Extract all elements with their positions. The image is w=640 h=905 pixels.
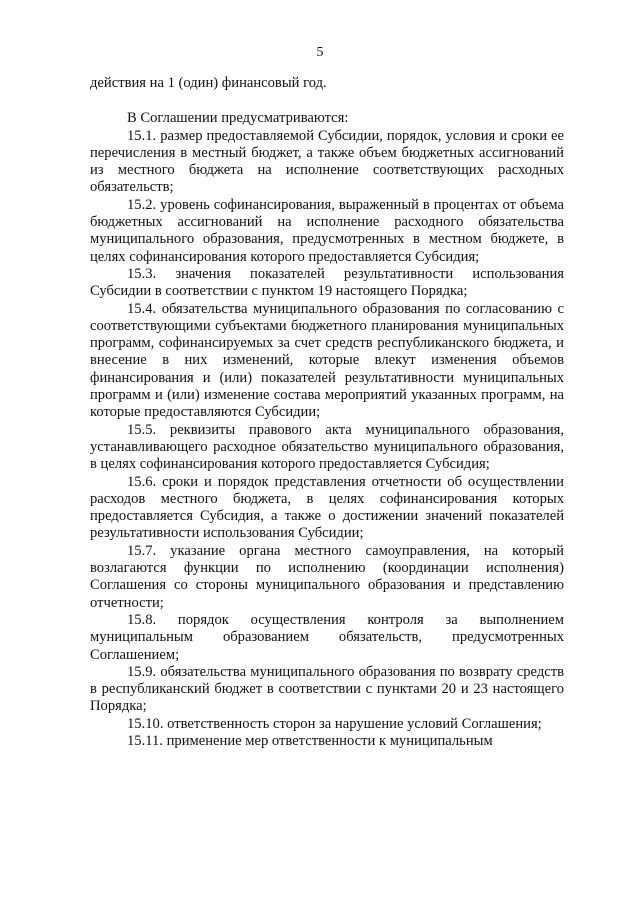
clause-15-8: 15.8. порядок осуществления контроля за выполнением муниципальным образованием обязательств, предусмотренных Соглашением; — [90, 611, 564, 663]
clause-15-5: 15.5. реквизиты правового акта муниципального образования, устанавливающего расходное обязательство муниципального образования, в целях софинансирования которого предоставляется Субсидия; — [90, 421, 564, 473]
intro-paragraph: В Соглашении предусматриваются: — [127, 110, 349, 127]
clause-15-1: 15.1. размер предоставляемой Субсидии, порядок, условия и сроки ее перечисления в местный бюджет, а также объем бюджетных ассигнований из местного бюджета на исполнение соответствующих расходных обязательств; — [90, 127, 564, 196]
document-body — [90, 75, 564, 750]
continuation-paragraph: действия на 1 (один) финансовый год. — [90, 75, 327, 91]
clause-15-9: 15.9. обязательства муниципального образования по возврату средств в республиканский бюджет в соответствии с пунктами 20 и 23 настоящего Порядка; — [90, 663, 564, 715]
clause-15-2: 15.2. уровень софинансирования, выраженный в процентах от объема бюджетных ассигнований на исполнение расходного обязательства муниципального образования, предусмотренных в местном бюджете, в целях софинансирования которого предоставляется Субсидия; — [90, 196, 564, 265]
clause-15-4: 15.4. обязательства муниципального образования по согласованию с соответствующими субъектами бюджетного планирования муниципальных программ, софинансируемых за счет средств республиканского бюджета, и внесение в них изменений, которые влекут изменения объемов финансирования и (или) показателей результативности муниципальных программ и (или) изменение состава мероприятий указанных программ, на которые предоставляются Субсидии; — [90, 300, 564, 421]
clause-15-11: 15.11. применение мер ответственности к муниципальным — [127, 732, 493, 749]
clause-15-3: 15.3. значения показателей результативности использования Субсидии в соответствии с пунктом 19 настоящего Порядка; — [90, 265, 564, 300]
page-number: 5 — [316, 45, 324, 60]
clause-15-10: 15.10. ответственность сторон за нарушение условий Соглашения; — [127, 715, 542, 732]
clause-15-6: 15.6. сроки и порядок представления отчетности об осуществлении расходов местного бюджета, в целях софинансирования которых предоставляется Субсидия, а также о достижении значений показателей результативности использования Субсидии; — [90, 473, 564, 542]
clause-15-7: 15.7. указание органа местного самоуправления, на который возлагаются функции по исполнению (координации исполнения) Соглашения со стороны муниципального образования и представлению отчетности; — [90, 542, 564, 611]
